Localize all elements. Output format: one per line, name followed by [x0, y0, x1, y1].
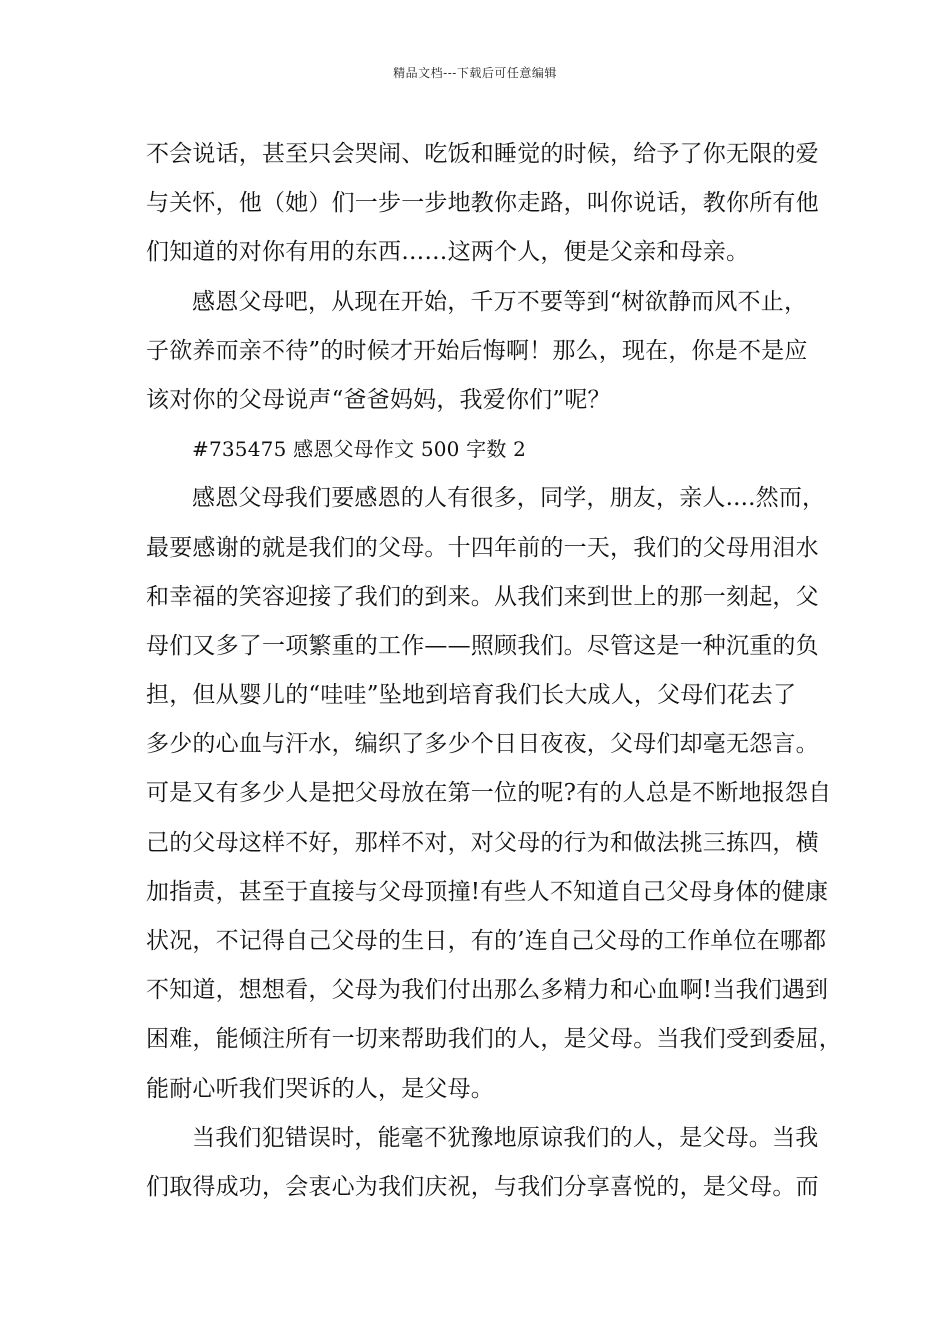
text-line: 和幸福的笑容迎接了我们的到来。从我们来到世上的那一刻起，父 [146, 583, 819, 610]
text-line: 们取得成功，会衷心为我们庆祝，与我们分享喜悦的，是父母。而 [146, 1173, 819, 1200]
paragraph-start-line: 当我们犯错误时，能毫不犹豫地原谅我们的人，是父母。当我 [192, 1124, 819, 1151]
text-line: 子欲养而亲不待”的时候才开始后悔啊！那么，现在，你是不是应 [146, 337, 808, 364]
text-line: 该对你的父母说声“爸爸妈妈，我爱你们”呢？ [146, 386, 611, 413]
document-body [146, 130, 842, 1212]
text-line: 们知道的对你有用的东西……这两个人，便是父亲和母亲。 [146, 239, 750, 266]
text-line: 状况，不记得自己父母的生日，有的’连自己父母的工作单位在哪都 [146, 928, 827, 954]
paragraph-start-line: 感恩父母我们要感恩的人有很多，同学，朋友，亲人....然而， [192, 485, 826, 512]
text-line: 母们又多了一项繁重的工作——照顾我们。尽管这是一种沉重的负 [146, 632, 819, 659]
text-line: 加指责，甚至于直接与父母顶撞!有些人不知道自己父母身体的健康 [146, 878, 829, 905]
page-header: 精品文档---下载后可任意编辑 [393, 66, 557, 80]
text-line: 己的父母这样不好，那样不对，对父母的行为和做法挑三拣四，横 [146, 829, 819, 856]
paragraph-start-line: 感恩父母吧，从现在开始，千万不要等到“树欲静而风不止， [192, 288, 808, 315]
text-line: 能耐心听我们哭诉的人，是父母。 [146, 1075, 494, 1102]
text-line: 多少的心血与汗水，编织了多少个日日夜夜，父母们却毫无怨言。 [146, 731, 819, 758]
text-line: 担，但从婴儿的“哇哇”坠地到培育我们长大成人，父母们花去了 [146, 682, 797, 709]
text-line: 最要感谢的就是我们的父母。十四年前的一天，我们的父母用泪水 [146, 534, 819, 561]
text-line: 可是又有多少人是把父母放在第一位的呢?有的人总是不断地报怨自 [146, 780, 832, 807]
text-line: 困难，能倾注所有一切来帮助我们的人，是父母。当我们受到委屈， [146, 1026, 842, 1053]
section-heading: #735475 感恩父母作文 500 字数 2 [192, 437, 527, 462]
text-line: 与关怀，他（她）们一步一步地教你走路，叫你说话，教你所有他 [146, 190, 819, 217]
text-line: 不会说话，甚至只会哭闹、吃饭和睡觉的时候，给予了你无限的爱 [146, 141, 819, 167]
text-line: 不知道，想想看，父母为我们付出那么多精力和心血啊!当我们遇到 [146, 977, 829, 1004]
